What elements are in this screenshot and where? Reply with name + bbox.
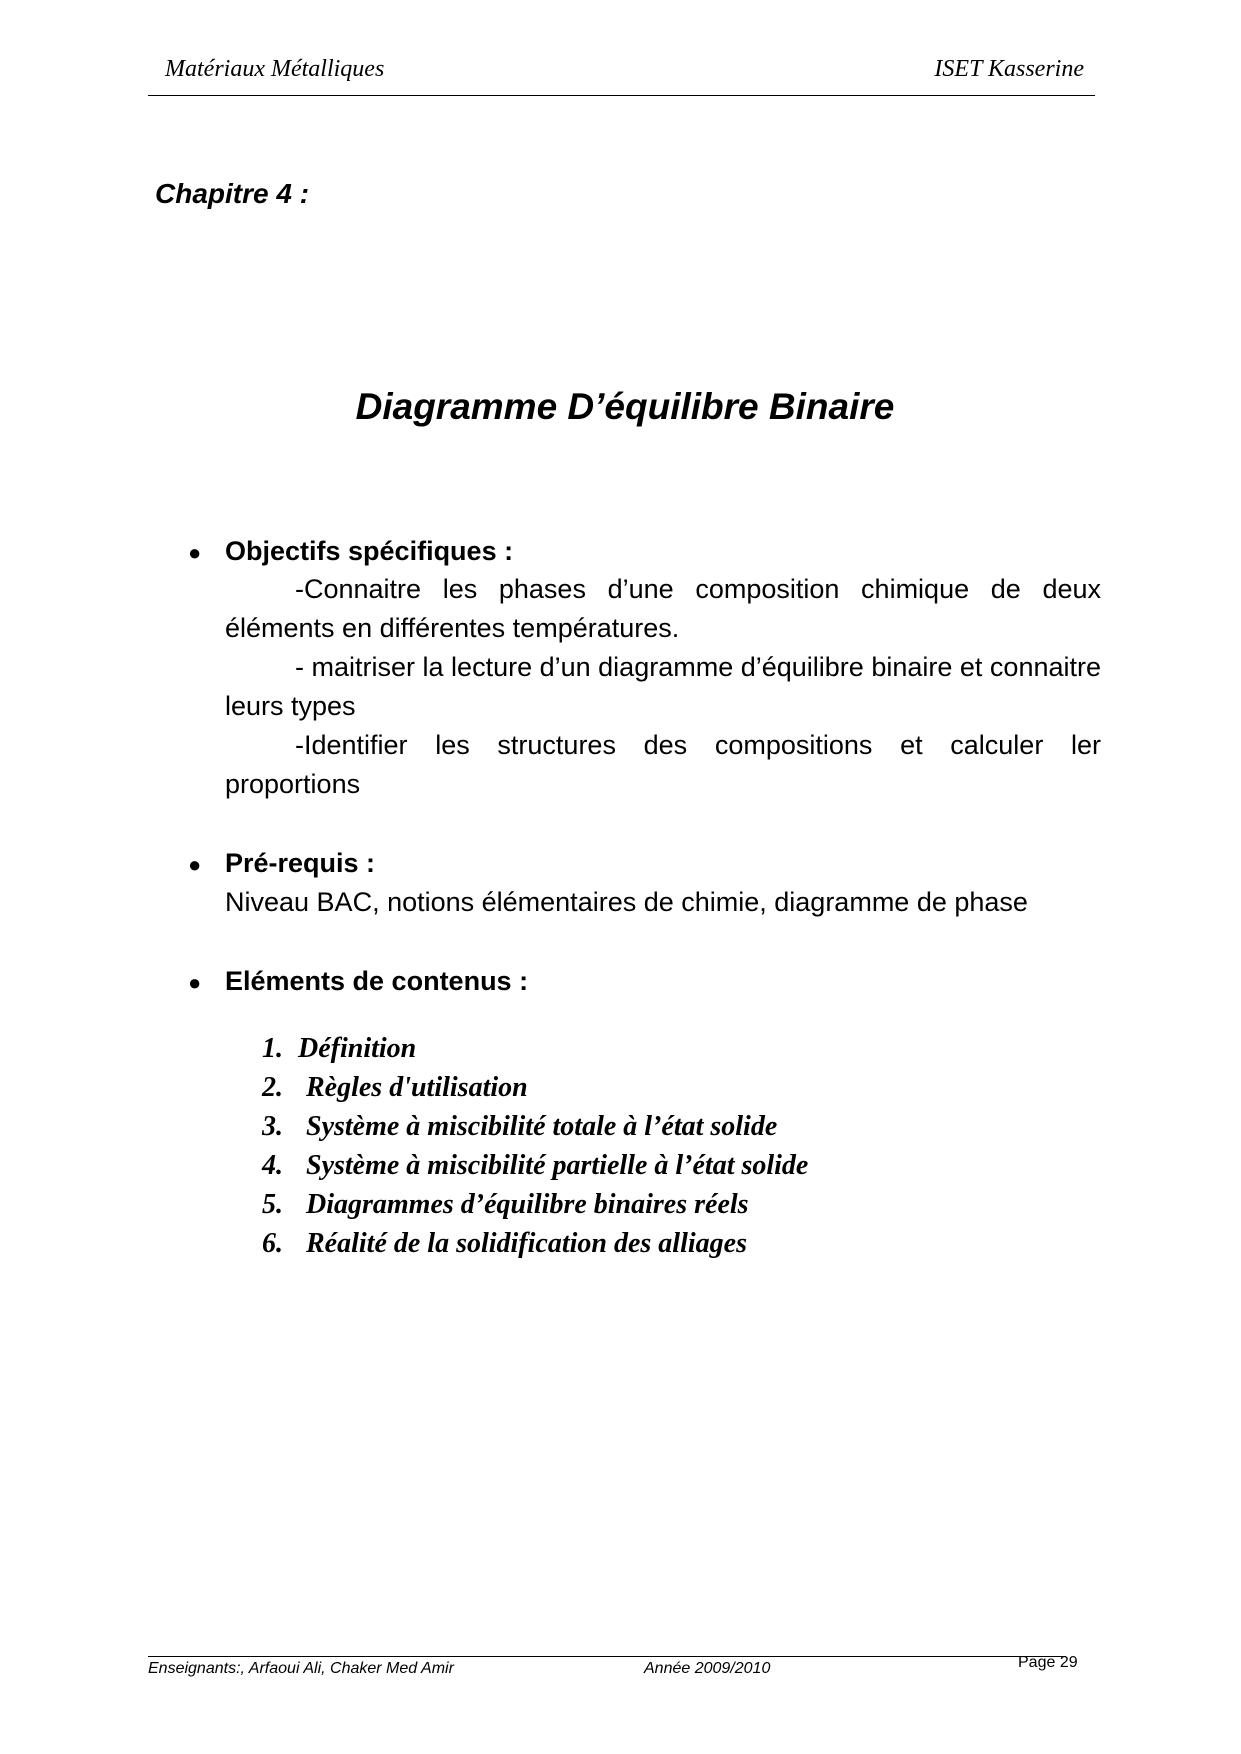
list-number: 4. [262,1150,283,1181]
list-item: Règles d'utilisation [306,1072,528,1103]
bullet-icon: ● [188,852,202,877]
paragraph: - maitriser la lecture d’un diagramme d’équilibre binaire et connaitre leurs types [225,652,1101,721]
page-title: Diagramme D’équilibre Binaire [355,386,895,427]
paragraph: -Identifier les structures des compositions et calculer ler proportions [225,730,1101,799]
bullet-icon: ● [188,540,202,565]
header-divider [148,95,1095,96]
list-number: 1. [262,1033,283,1064]
list-number: 6. [262,1228,283,1259]
list-item: Système à miscibilité partielle à l’état solide [306,1150,809,1181]
list-item: Système à miscibilité totale à l’état solide [306,1111,778,1142]
list-item: Réalité de la solidification des alliages [306,1228,747,1259]
bullet-icon: ● [188,970,202,995]
list-number: 3. [262,1111,283,1142]
list-item: Diagrammes d’équilibre binaires réels [306,1189,749,1220]
list-number: 2. [262,1072,283,1103]
paragraph: Niveau BAC, notions élémentaires de chimie, diagramme de phase [225,887,1028,917]
section-heading: Eléments de contenus : [225,966,529,996]
footer-year: Année 2009/2010 [644,1660,771,1677]
section-heading: Pré-requis : [225,848,376,878]
section-heading: Objectifs spécifiques : [225,536,514,566]
page-number: Page 29 [1018,1654,1078,1671]
header-right: ISET Kasserine [934,56,1084,82]
header-left: Matériaux Métalliques [165,56,385,82]
footer-authors: Enseignants:, Arfaoui Ali, Chaker Med Amir [148,1660,454,1677]
list-number: 5. [262,1189,283,1220]
chapter-label: Chapitre 4 : [155,178,310,209]
list-item: Définition [298,1033,417,1064]
paragraph: -Connaitre les phases d’une composition chimique de deux éléments en différentes températures. [225,574,1101,643]
footer-divider [148,1656,1066,1657]
